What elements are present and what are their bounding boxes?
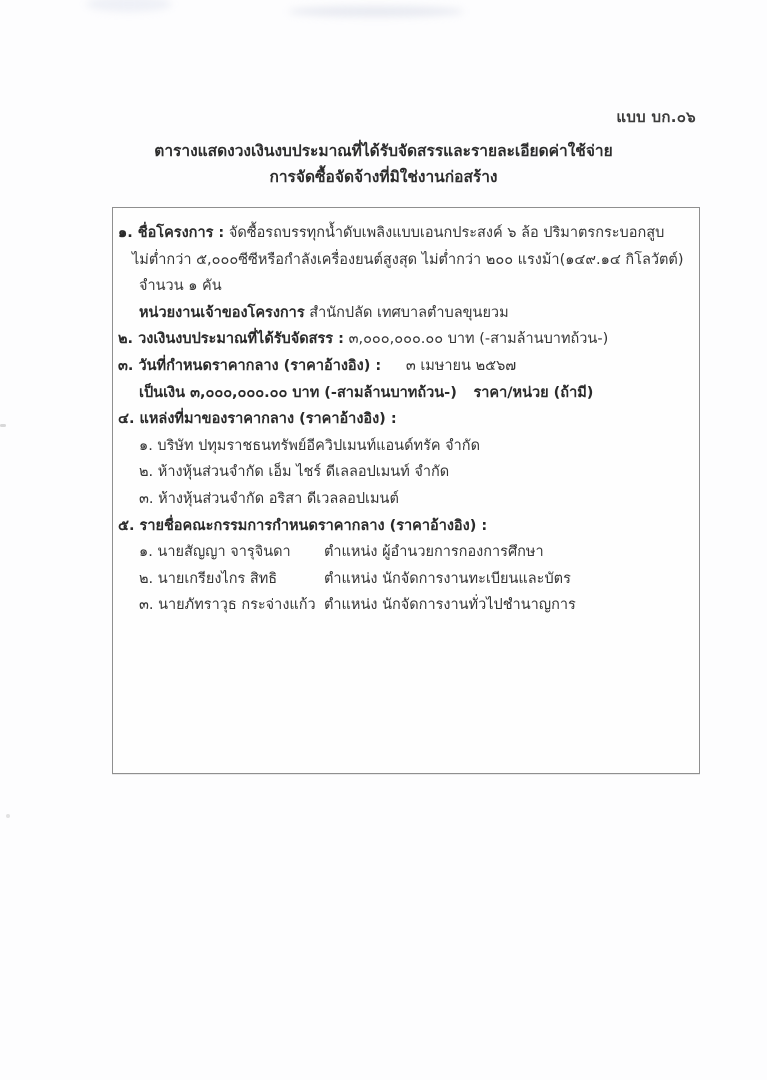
committee-member-name: ๒. นายเกรียงไกร สิทธิ <box>139 570 278 587</box>
budget-heading: ๒. วงเงินงบประมาณที่ได้รับจัดสรร : <box>118 331 344 348</box>
price-date-value: ๓ เมษายน ๒๕๖๗ <box>405 357 517 374</box>
committee-heading-text: ๕. รายชื่อคณะกรรมการกำหนดราคากลาง (ราคาอ้างอิง) : <box>118 517 488 534</box>
committee-member-position: ตำแหน่ง นักจัดการงานทะเบียนและบัตร <box>324 570 571 587</box>
owner-agency-label: หน่วยงานเจ้าของโครงการ <box>139 304 305 321</box>
committee-row <box>118 566 691 593</box>
budget-line <box>118 326 691 353</box>
price-source-item: ๓. ห้างหุ้นส่วนจำกัด อริสา ดีเวลลอปเมนต์ <box>139 490 399 507</box>
committee-member-name: ๓. นายภัทราวุธ กระจ่างแก้ว <box>139 597 316 614</box>
project-name-text: จัดซื้อรถบรรทุกน้ำดับเพลิงแบบเอนกประสงค์ ๖ ล้อ ปริมาตรกระบอกสูบ <box>228 225 665 241</box>
committee-row <box>118 592 691 619</box>
price-date-line <box>118 353 691 380</box>
price-amount-line <box>118 380 691 407</box>
budget-value: ๓,๐๐๐,๐๐๐.๐๐ บาท (-สามล้านบาทถ้วน-) <box>348 331 609 348</box>
owner-agency-value: สำนักปลัด เทศบาลตำบลขุนยวม <box>309 304 509 321</box>
owner-agency-line <box>118 300 691 327</box>
price-source-item: ๑. บริษัท ปทุมราชธนทรัพย์อีควิปเมนท์แอนด์ทรัค จำกัด <box>139 437 481 454</box>
document-title <box>0 139 767 190</box>
project-name-line2: ไม่ต่ำกว่า ๕,๐๐๐ซีซีหรือกำลังเครื่องยนต์สูงสุด ไม่ต่ำกว่า ๒๐๐ แรงม้า(๑๔๙.๑๔ กิโลวัตต์) <box>132 251 684 268</box>
form-content <box>113 208 699 619</box>
price-source-item: ๒. ห้างหุ้นส่วนจำกัด เอ็ม ไชร์ ดีเลลอปเมนท์ จำกัด <box>139 464 450 481</box>
project-name-line1 <box>118 220 691 247</box>
committee-member-position: ตำแหน่ง ผู้อำนวยการกองการศึกษา <box>324 544 544 561</box>
price-date-heading: ๓. วันที่กำหนดราคากลาง (ราคาอ้างอิง) : <box>118 357 382 374</box>
scan-artifact <box>0 424 6 427</box>
document-title-line1: ตารางแสดงวงเงินงบประมาณที่ได้รับจัดสรรและรายละเอียดค่าใช้จ่าย <box>154 142 613 160</box>
price-amount-value: เป็นเงิน ๓,๐๐๐,๐๐๐.๐๐ บาท (-สามล้านบาทถ้วน-) <box>139 384 457 401</box>
project-quantity-line: จำนวน ๑ คัน <box>139 278 222 295</box>
price-unit-note: ราคา/หน่วย (ถ้ามี) <box>473 384 594 401</box>
form-content-box <box>112 207 700 774</box>
committee-row <box>118 539 691 566</box>
scan-artifact <box>288 6 464 17</box>
committee-heading <box>118 513 691 540</box>
price-source-heading-text: ๔. แหล่งที่มาของราคากลาง (ราคาอ้างอิง) : <box>118 411 397 428</box>
document-title-line2: การจัดซื้อจัดจ้างที่มิใช่งานก่อสร้าง <box>269 167 498 186</box>
project-name-heading: ๑. ชื่อโครงการ : <box>118 225 225 241</box>
form-code-label: แบบ บก.๐๖ <box>616 108 696 126</box>
scan-artifact <box>86 0 172 12</box>
price-source-heading <box>118 406 691 433</box>
committee-member-name: ๑. นายสัญญา จารุจินดา <box>139 544 291 561</box>
scan-artifact <box>6 814 10 818</box>
committee-member-position: ตำแหน่ง นักจัดการงานทั่วไปชำนาญการ <box>324 597 576 614</box>
